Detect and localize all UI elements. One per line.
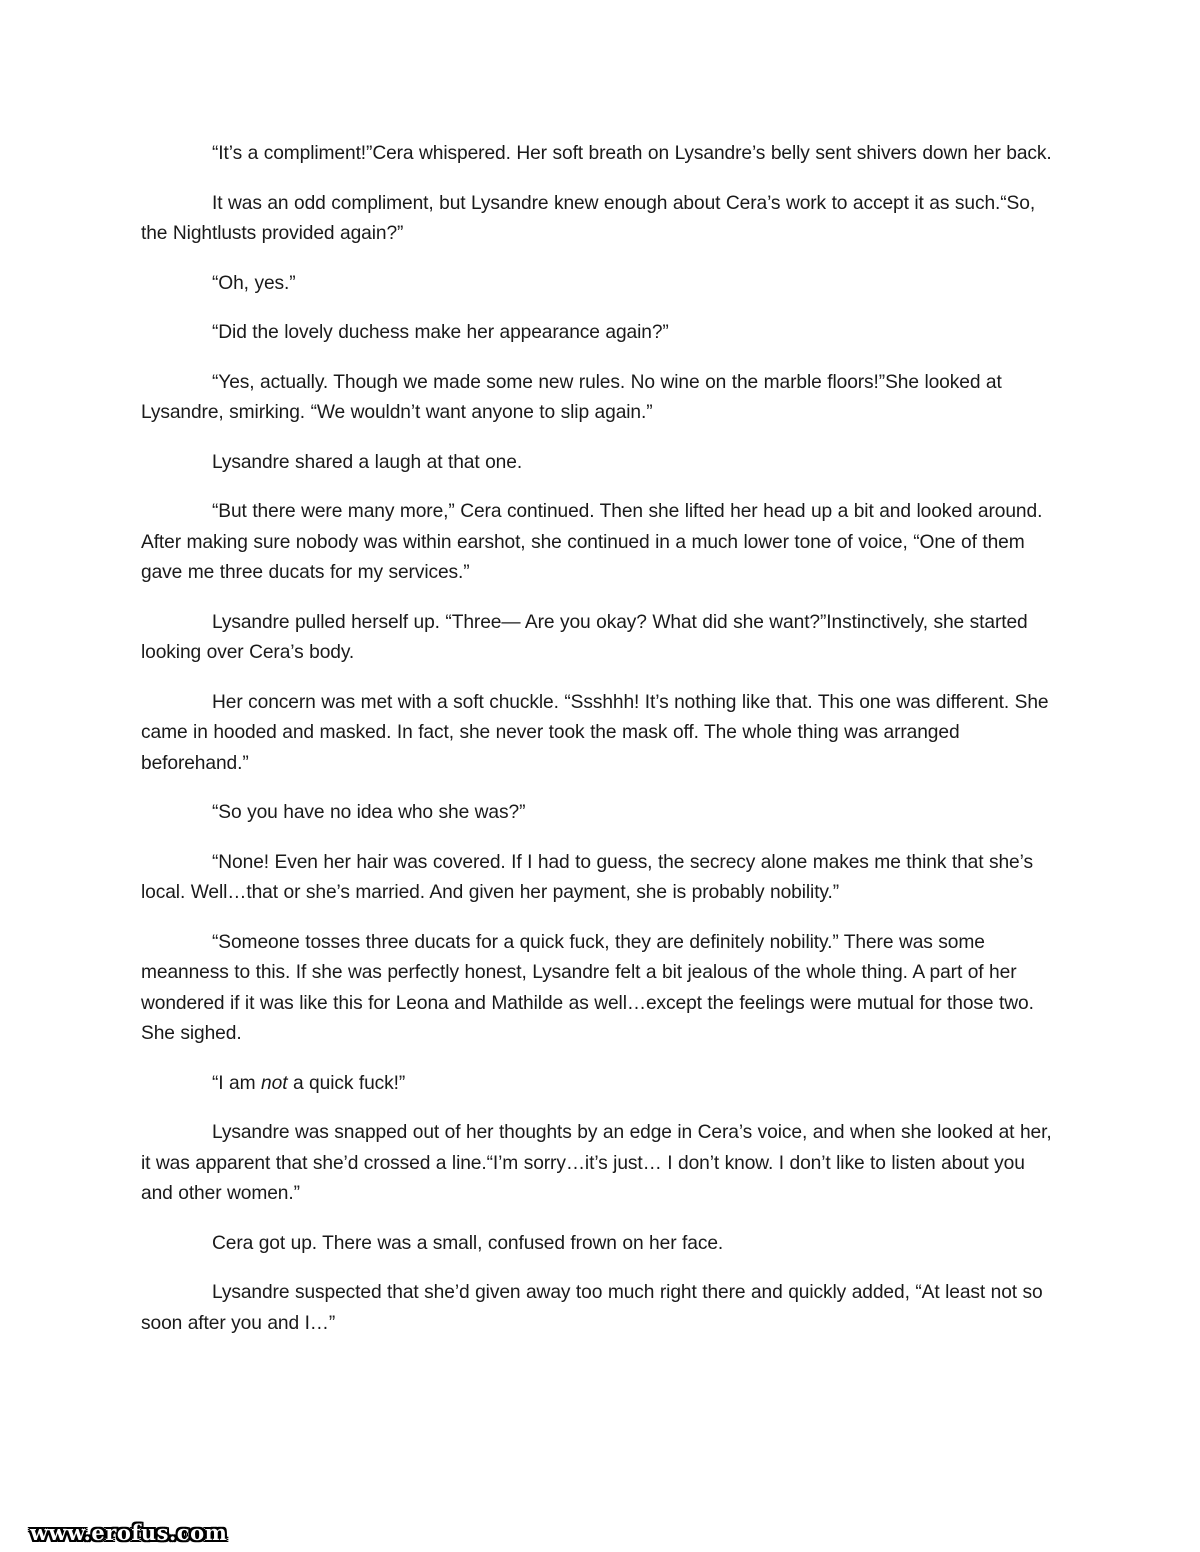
paragraph-4: “Did the lovely duchess make her appearance again?” — [212, 322, 669, 343]
paragraph-9: Her concern was met with a soft chuckle. “Ssshhh! It’s nothing like that. This one was different. She came in hooded and masked. In fact, she never took the mask off. The whole thing was arranged beforehand.” — [141, 691, 1049, 774]
paragraph-13-after: a quick fuck!” — [287, 1072, 406, 1094]
paragraph-13 — [141, 1069, 1059, 1100]
paragraph-6: Lysandre shared a laugh at that one. — [212, 451, 523, 473]
paragraph-16: Lysandre suspected that she’d given away too much right there and quickly added, “At least not so soon after you and I…” — [141, 1282, 1043, 1334]
paragraph-13-emphasis: not — [261, 1072, 288, 1094]
paragraph-8: Lysandre pulled herself up. “Three— Are you okay? What did she want?”Instinctively, she started looking over Cera’s body. — [141, 611, 1028, 663]
story-text — [141, 139, 1059, 1358]
paragraph-3: “Oh, yes.” — [212, 272, 296, 294]
paragraph-10: “So you have no idea who she was?” — [212, 802, 526, 823]
paragraph-15: Cera got up. There was a small, confused frown on her face. — [212, 1232, 724, 1254]
paragraph-5: “Yes, actually. Though we made some new rules. No wine on the marble floors!”She looked at Lysandre, smirking. “We wouldn’t want anyone to slip again.” — [141, 371, 1002, 423]
paragraph-12: “Someone tosses three ducats for a quick fuck, they are definitely nobility.” There was some meanness to this. If she was perfectly honest, Lysandre felt a bit jealous of the whole thing. A part of her wondered if it was like this for Leona and Mathilde as well…except the feelings were mutual for those two. She sighed. — [141, 931, 1034, 1044]
paragraph-2: It was an odd compliment, but Lysandre knew enough about Cera’s work to accept it as such.“So, the Nightlusts provided again?” — [141, 192, 1036, 244]
paragraph-13-before: “I am — [212, 1072, 262, 1094]
site-watermark: www.erofus.com — [30, 1519, 228, 1545]
paragraph-7: “But there were many more,” Cera continued. Then she lifted her head up a bit and looked around. After making sure nobody was within earshot, she continued in a much lower tone of voice, “One of them gave me three ducats for my services.” — [141, 501, 1043, 583]
paragraph-14: Lysandre was snapped out of her thoughts by an edge in Cera’s voice, and when she looked at her, it was apparent that she’d crossed a line.“I’m sorry…it’s just… I don’t know. I don’t like to listen about you and other women.” — [141, 1122, 1052, 1204]
paragraph-1: “It’s a compliment!”Cera whispered. Her soft breath on Lysandre’s belly sent shivers down her back. — [212, 143, 1052, 164]
paragraph-11: “None! Even her hair was covered. If I had to guess, the secrecy alone makes me think that she’s local. Well…that or she’s married. And given her payment, she is probably nobility.” — [141, 851, 1033, 903]
